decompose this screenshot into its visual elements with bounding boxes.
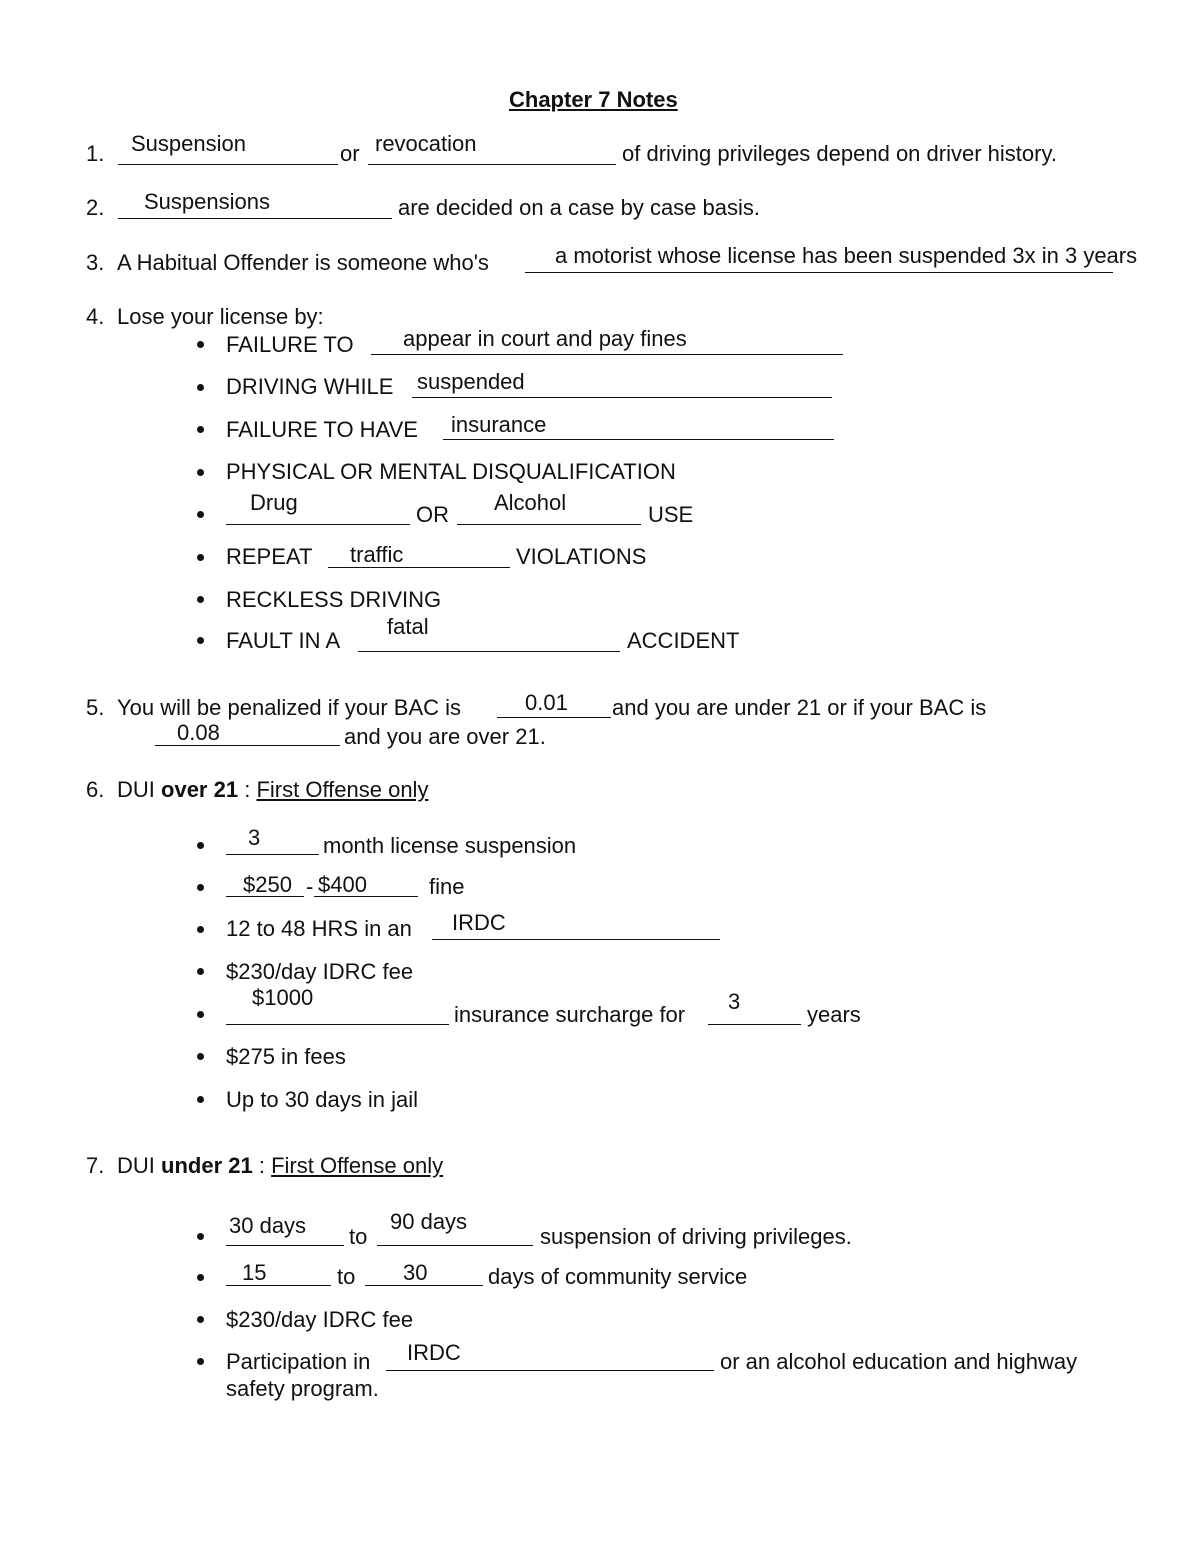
q2-text: are decided on a case by case basis. — [398, 195, 761, 220]
q4-item-2-text: DRIVING WHILE — [226, 374, 394, 399]
q6-lead: DUI — [117, 777, 155, 802]
bullet — [197, 426, 204, 433]
q2-number: 2. — [86, 195, 105, 220]
q4-item-5-blank-1 — [226, 524, 410, 525]
bullet — [197, 1011, 204, 1018]
q1-blank-1 — [118, 164, 338, 165]
q6-item-1-blank — [226, 854, 319, 855]
q1-answer-1: Suspension — [131, 131, 246, 156]
q6-item-3-answer: IRDC — [452, 910, 506, 935]
bullet — [197, 968, 204, 975]
q5-blank-1 — [497, 717, 611, 718]
q4-item-5-blank-2 — [457, 524, 641, 525]
q5-answer-2: 0.08 — [177, 720, 220, 745]
q4-item-5-text: USE — [648, 502, 694, 527]
q6-item-2-answer-1: $250 — [243, 872, 292, 897]
q7-item-1-answer-1: 30 days — [229, 1213, 307, 1238]
q7-item-4-answer: IRDC — [407, 1340, 461, 1365]
q6-item-5-answer-1: $1000 — [252, 985, 314, 1010]
q6-bold: over 21 — [161, 777, 239, 802]
bullet — [197, 1233, 204, 1240]
q6-item-5-text: insurance surcharge for — [454, 1002, 686, 1027]
q4-item-5-or: OR — [416, 502, 449, 527]
q7-item-2-text: days of community service — [488, 1264, 748, 1289]
q3-answer: a motorist whose license has been suspended 3x in 3 years — [555, 243, 1138, 268]
q6-item-5-answer-2: 3 — [728, 989, 741, 1014]
q7-heading — [117, 1155, 443, 1177]
q5-answer-1: 0.01 — [525, 690, 568, 715]
q7-item-1-to: to — [349, 1224, 368, 1249]
q6-number: 6. — [86, 777, 105, 802]
q4-text: Lose your license by: — [117, 304, 324, 329]
q4-item-2-answer: suspended — [417, 369, 525, 394]
bullet — [197, 596, 204, 603]
q7-item-4-line-2: safety program. — [226, 1376, 379, 1401]
q4-item-3-answer: insurance — [451, 412, 547, 437]
q3-blank — [525, 272, 1113, 273]
q4-number: 4. — [86, 304, 105, 329]
q4-item-6-tail: VIOLATIONS — [516, 544, 647, 569]
q6-item-1-answer: 3 — [248, 825, 261, 850]
q7-item-3-text: $230/day IDRC fee — [226, 1307, 414, 1332]
q4-item-6-text: REPEAT — [226, 544, 313, 569]
bullet — [197, 469, 204, 476]
q7-item-1-answer-2: 90 days — [390, 1209, 468, 1234]
q4-item-6-blank — [328, 567, 510, 568]
q4-item-2-blank — [412, 397, 832, 398]
q4-item-3-blank — [443, 439, 834, 440]
q4-item-8-answer: fatal — [387, 614, 429, 639]
bullet — [197, 926, 204, 933]
q6-item-7-text: Up to 30 days in jail — [226, 1087, 418, 1112]
q5-blank-2 — [155, 745, 340, 746]
bullet — [197, 511, 204, 518]
bullet — [197, 554, 204, 561]
q7-lead: DUI — [117, 1153, 155, 1178]
q6-item-2-answer-2: $400 — [318, 872, 367, 897]
q7-underline: First Offense only — [271, 1153, 444, 1178]
q7-item-2-blank-2 — [365, 1285, 483, 1286]
q4-item-8-blank — [358, 651, 620, 652]
q7-item-1-text: suspension of driving privileges. — [540, 1224, 852, 1249]
q4-item-3-text: FAILURE TO HAVE — [226, 417, 418, 442]
bullet — [197, 1096, 204, 1103]
q7-bold: under 21 — [161, 1153, 253, 1178]
q6-item-5-tail: years — [807, 1002, 861, 1027]
bullet — [197, 1358, 204, 1365]
q4-item-8-text: FAULT IN A — [226, 628, 341, 653]
q4-item-7-text: RECKLESS DRIVING — [226, 587, 442, 612]
bullet — [197, 1316, 204, 1323]
q7-number: 7. — [86, 1153, 105, 1178]
q7-colon: : — [258, 1153, 265, 1178]
bullet — [197, 341, 204, 348]
q5-number: 5. — [86, 695, 105, 720]
q6-item-5-blank-2 — [708, 1024, 801, 1025]
q4-item-1-blank — [371, 354, 843, 355]
bullet — [197, 1053, 204, 1060]
q6-colon: : — [244, 777, 251, 802]
q7-item-1-blank-2 — [377, 1245, 533, 1246]
q4-item-1-answer: appear in court and pay fines — [403, 326, 687, 351]
q6-item-1-text: month license suspension — [323, 833, 577, 858]
q1-answer-2: revocation — [375, 131, 477, 156]
q3-number: 3. — [86, 250, 105, 275]
q6-item-2-text: fine — [429, 874, 465, 899]
q4-item-4-text: PHYSICAL OR MENTAL DISQUALIFICATION — [226, 459, 676, 484]
q1-number: 1. — [86, 141, 105, 166]
bullet — [197, 384, 204, 391]
q7-item-2-blank-1 — [226, 1285, 331, 1286]
q4-item-1-text: FAILURE TO — [226, 332, 354, 357]
q1-blank-2 — [368, 164, 616, 165]
q6-heading — [117, 779, 428, 801]
q1-text: of driving privileges depend on driver history. — [622, 141, 1057, 166]
q7-item-4-blank — [386, 1370, 714, 1371]
q2-blank — [118, 218, 392, 219]
q7-item-2-answer-2: 30 — [403, 1260, 428, 1285]
q6-item-6-text: $275 in fees — [226, 1044, 346, 1069]
q4-item-5-answer-2: Alcohol — [494, 490, 567, 515]
bullet — [197, 884, 204, 891]
q4-item-5-answer-1: Drug — [250, 490, 298, 515]
q3-text: A Habitual Offender is someone who's — [117, 250, 489, 275]
q6-item-5-blank-1 — [226, 1024, 449, 1025]
q7-item-2-to: to — [337, 1264, 356, 1289]
page-title: Chapter 7 Notes — [509, 87, 678, 112]
q7-item-2-answer-1: 15 — [242, 1260, 267, 1285]
q6-underline: First Offense only — [256, 777, 429, 802]
q2-answer: Suspensions — [144, 189, 270, 214]
q1-or: or — [340, 141, 360, 166]
q6-item-4-text: $230/day IDRC fee — [226, 959, 414, 984]
q7-item-1-blank-1 — [226, 1245, 344, 1246]
bullet — [197, 1274, 204, 1281]
q6-item-3-blank — [432, 939, 720, 940]
q6-item-2-dash: - — [306, 874, 314, 899]
q4-item-6-answer: traffic — [350, 542, 404, 567]
q5-text-1: You will be penalized if your BAC is — [117, 695, 462, 720]
q7-item-4-tail: or an alcohol education and highway — [720, 1349, 1078, 1374]
q7-item-4-text: Participation in — [226, 1349, 371, 1374]
q6-item-3-text: 12 to 48 HRS in an — [226, 916, 412, 941]
q5-text-3: and you are over 21. — [344, 724, 546, 749]
q4-item-8-tail: ACCIDENT — [627, 628, 740, 653]
bullet — [197, 637, 204, 644]
q5-text-2: and you are under 21 or if your BAC is — [612, 695, 987, 720]
bullet — [197, 842, 204, 849]
